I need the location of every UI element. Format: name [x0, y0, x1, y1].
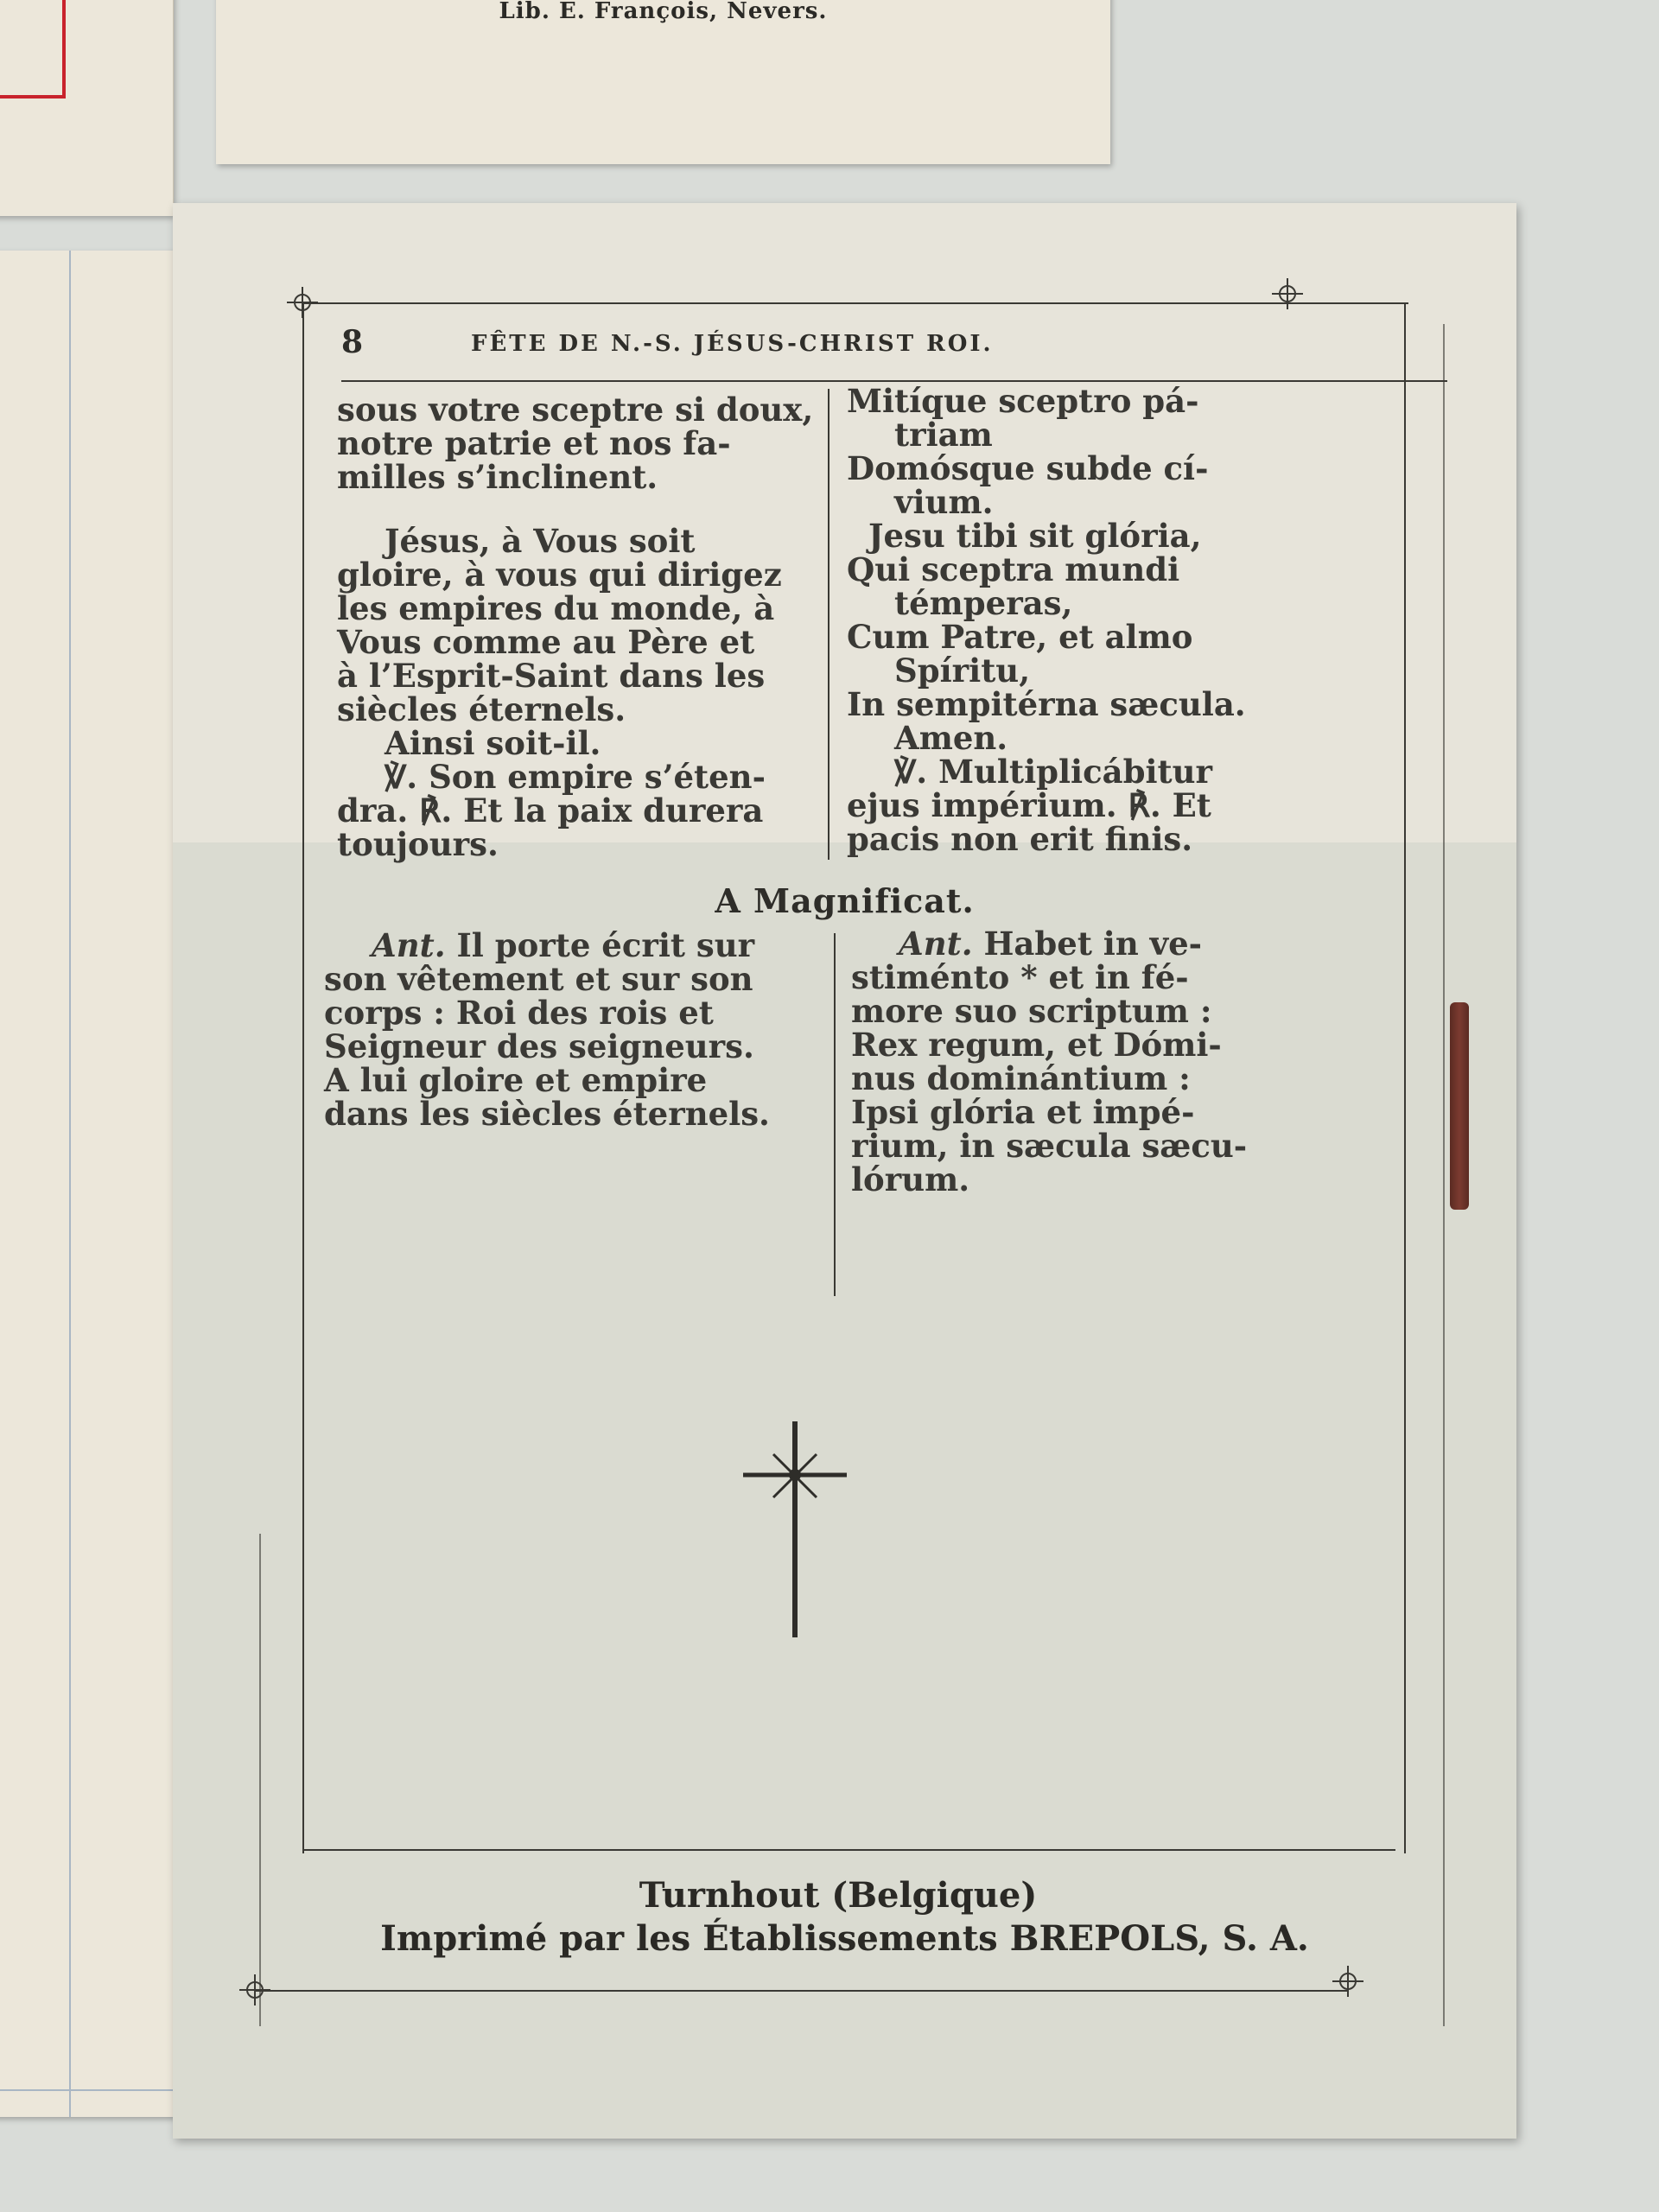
antiphon-latin-line: Rex regum, et Dómi-: [851, 1026, 1222, 1064]
hymn-latin-line: pacis non erit finis.: [847, 820, 1193, 858]
antiphon-label: Ant.: [372, 926, 446, 964]
antiphon-latin-line: lórum.: [851, 1160, 970, 1198]
antiphon-latin-column: [851, 927, 1439, 1197]
frame-outer-right: [1443, 324, 1445, 2026]
antiphon-latin-line: stiménto * et in fé-: [851, 958, 1189, 996]
hymn-latin-line: Mitíque sceptro pá-: [847, 382, 1199, 420]
versicle-latin: ℣. Multiplicábitur: [894, 753, 1213, 791]
red-border-line: [0, 95, 65, 99]
hymn-latin-column: [847, 382, 1426, 858]
hymn-french-line: les empires du monde, à: [337, 589, 775, 627]
registration-mark-icon: [1332, 1966, 1363, 1997]
publisher-imprint: Lib. E. François, Nevers.: [499, 0, 828, 24]
antiphon-french-line: corps : Roi des rois et: [324, 994, 714, 1032]
section-title: A Magnificat.: [715, 881, 975, 920]
antiphon-french-line: Seigneur des seigneurs.: [324, 1027, 754, 1065]
hymn-latin-line: In sempitérna sæcula.: [847, 685, 1246, 723]
cross-icon: [743, 1421, 847, 1637]
background-card-left: [0, 251, 181, 2117]
hymn-french-line: milles s’inclinent.: [337, 458, 658, 496]
hymn-latin-line: Jesu tibi sit glória,: [868, 517, 1202, 555]
antiphon-french-line: [324, 926, 817, 964]
antiphon-french-column: [324, 926, 817, 1133]
hymn-french-line: Vous comme au Père et: [337, 623, 755, 661]
ledger-rule-vertical: [69, 251, 71, 2117]
antiphon-latin-line: more suo scriptum :: [851, 992, 1212, 1030]
antiphon-label: Ant.: [899, 925, 973, 963]
footer-city: Turnhout (Belgique): [639, 1875, 1038, 1916]
hymn-french-line: siècles éternels.: [337, 690, 626, 728]
registration-mark-icon: [287, 287, 318, 318]
versicle-french: ℣. Son empire s’éten-: [385, 758, 766, 796]
background-card-top-left: [0, 0, 174, 216]
hymn-latin-line: témperas,: [894, 584, 1073, 622]
page-header: [341, 324, 1421, 376]
registration-mark-icon: [239, 1974, 270, 2005]
hymn-latin-line: ejus impérium. ℟. Et: [847, 786, 1211, 824]
prayer-card-page: [173, 203, 1516, 2139]
antiphon-french-line: son vêtement et sur son: [324, 960, 753, 998]
background-card-top: [216, 0, 1110, 164]
hymn-latin-line: Domósque subde cí-: [847, 449, 1209, 487]
antiphon-french-line: dans les siècles éternels.: [324, 1095, 770, 1133]
hymn-latin-line: Cum Patre, et almo: [847, 618, 1193, 656]
running-title: FÊTE DE N.-S. JÉSUS-CHRIST ROI.: [471, 331, 994, 357]
column-divider: [834, 933, 836, 1296]
antiphon-french-line: A lui gloire et empire: [324, 1061, 708, 1099]
antiphon-latin-line: rium, in sæcula sæcu-: [851, 1127, 1248, 1165]
hymn-french-line: dra. ℟. Et la paix durera: [337, 791, 764, 830]
hymn-french-line: gloire, à vous qui dirigez: [337, 556, 782, 594]
registration-mark-icon: [1272, 278, 1303, 309]
hymn-french-line: sous votre sceptre si doux,: [337, 391, 814, 429]
hymn-french-line: Jésus, à Vous soit: [385, 522, 696, 560]
hymn-latin-line: vium.: [894, 483, 994, 521]
column-divider: [828, 389, 830, 860]
antiphon-latin-line: nus dominántium :: [851, 1059, 1191, 1097]
hymn-french-line: notre patrie et nos fa-: [337, 424, 731, 462]
frame-left: [302, 302, 304, 1853]
red-border-line-vertical: [62, 0, 66, 99]
antiphon-latin-line: [851, 927, 1439, 961]
hymn-french-column: [337, 393, 817, 861]
frame-bottom: [255, 1990, 1348, 1992]
hymn-french-line: toujours.: [337, 825, 499, 863]
page-number: 8: [341, 324, 364, 360]
antiphon-latin-text: Habet in ve-: [972, 925, 1203, 963]
frame-top: [302, 302, 1408, 304]
hymn-latin-line: triam: [894, 416, 993, 454]
antiphon-french-text: Il porte écrit sur: [445, 926, 755, 964]
hymn-latin-line: Qui sceptra mundi: [847, 550, 1180, 588]
footer-rule: [302, 1849, 1395, 1851]
hymn-latin-line: Spíritu,: [894, 652, 1031, 690]
stanza-gap: [337, 494, 817, 524]
ledger-rule-horizontal: [0, 2089, 181, 2091]
binding-stain: [1450, 1002, 1469, 1210]
hymn-french-line: Ainsi soit-il.: [385, 724, 601, 762]
hymn-french-line: à l’Esprit-Saint dans les: [337, 657, 766, 695]
hymn-latin-line: Amen.: [894, 719, 1008, 757]
footer-printer: Imprimé par les Établissements BREPOLS, S. A.: [380, 1918, 1309, 1959]
antiphon-latin-line: Ipsi glória et impé-: [851, 1093, 1195, 1131]
